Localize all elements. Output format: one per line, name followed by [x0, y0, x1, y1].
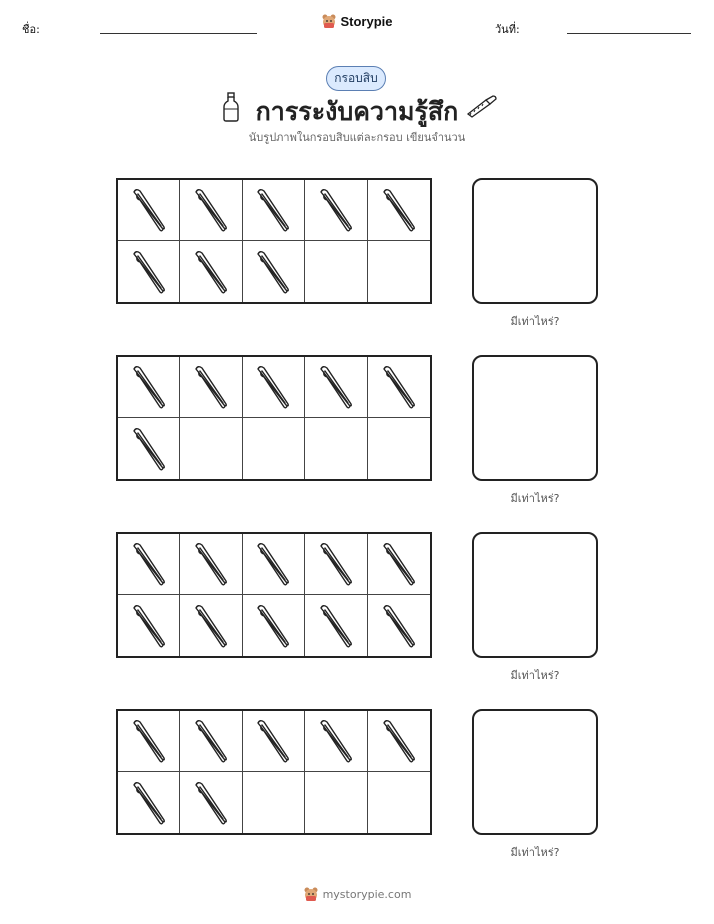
- ten-frame-cell: [243, 241, 305, 302]
- tweezers-icon: [128, 778, 170, 828]
- tweezers-icon: [190, 601, 232, 651]
- name-label: ชื่อ:: [22, 23, 40, 36]
- ten-frame-cell: [305, 595, 367, 656]
- ten-frame-cell: [243, 595, 305, 656]
- tweezers-icon: [190, 185, 232, 235]
- tweezers-icon: [128, 601, 170, 651]
- date-label: วันที่:: [495, 23, 520, 36]
- tweezers-icon: [190, 362, 232, 412]
- ten-frame-cell: [243, 711, 305, 772]
- ten-frame-cell: [118, 772, 180, 833]
- tweezers-icon: [315, 362, 357, 412]
- tweezers-icon: [378, 539, 420, 589]
- tweezers-icon: [315, 716, 357, 766]
- tweezers-icon: [378, 362, 420, 412]
- ten-frame-cell: [180, 534, 242, 595]
- tweezers-icon: [252, 716, 294, 766]
- date-line[interactable]: [567, 33, 691, 34]
- ten-frame-cell: [243, 534, 305, 595]
- ten-frame-cell: [305, 418, 367, 479]
- tweezers-icon: [252, 539, 294, 589]
- ten-frame-cell: [243, 772, 305, 833]
- footer-url[interactable]: mystorypie.com: [322, 887, 412, 901]
- how-many-label: มีเท่าไหร่?: [510, 492, 560, 505]
- answer-box[interactable]: [472, 709, 598, 835]
- ten-frame: [116, 709, 432, 835]
- ten-frame-cell: [118, 241, 180, 302]
- ten-frame-cell: [180, 595, 242, 656]
- tweezers-icon: [378, 185, 420, 235]
- tweezers-icon: [190, 539, 232, 589]
- tweezers-icon: [252, 185, 294, 235]
- ten-frame-cell: [305, 534, 367, 595]
- ten-frame-cell: [118, 595, 180, 656]
- ten-frame-cell: [118, 534, 180, 595]
- ten-frame-cell: [368, 241, 430, 302]
- ten-frame-cell: [180, 241, 242, 302]
- name-line[interactable]: [100, 33, 257, 34]
- tweezers-icon: [190, 247, 232, 297]
- tweezers-icon: [315, 539, 357, 589]
- how-many-label: มีเท่าไหร่?: [510, 846, 560, 859]
- page-title: การระงับความรู้สึก: [255, 97, 459, 126]
- ten-frame-cell: [180, 418, 242, 479]
- ten-frame: [116, 532, 432, 658]
- answer-box[interactable]: [472, 532, 598, 658]
- saw-icon: [466, 94, 498, 118]
- tweezers-icon: [128, 716, 170, 766]
- tweezers-icon: [190, 716, 232, 766]
- ten-frame-cell: [305, 772, 367, 833]
- ten-frame-cell: [305, 241, 367, 302]
- tweezers-icon: [128, 539, 170, 589]
- tweezers-icon: [128, 247, 170, 297]
- tweezers-icon: [378, 716, 420, 766]
- tweezers-icon: [252, 362, 294, 412]
- tweezers-icon: [128, 362, 170, 412]
- ten-frame-cell: [118, 418, 180, 479]
- ten-frame-cell: [368, 595, 430, 656]
- how-many-label: มีเท่าไหร่?: [510, 669, 560, 682]
- tweezers-icon: [190, 778, 232, 828]
- ten-frame-cell: [305, 357, 367, 418]
- ten-frame-cell: [368, 418, 430, 479]
- ten-frame-cell: [180, 180, 242, 241]
- tweezers-icon: [252, 247, 294, 297]
- ten-frame: [116, 355, 432, 481]
- how-many-label: มีเท่าไหร่?: [510, 315, 560, 328]
- ten-frame-cell: [118, 357, 180, 418]
- ten-frame-cell: [305, 711, 367, 772]
- ten-frame-cell: [180, 711, 242, 772]
- ten-frame-cell: [118, 180, 180, 241]
- bear-icon: [321, 13, 337, 29]
- brand-name: Storypie: [340, 13, 393, 29]
- ten-frame-cell: [243, 357, 305, 418]
- tweezers-icon: [315, 601, 357, 651]
- ten-frame-cell: [243, 180, 305, 241]
- ten-frame-cell: [368, 357, 430, 418]
- ten-frame-cell: [368, 772, 430, 833]
- tweezers-icon: [128, 185, 170, 235]
- tweezers-icon: [378, 601, 420, 651]
- ten-frame-cell: [180, 357, 242, 418]
- tweezers-icon: [128, 424, 170, 474]
- answer-box[interactable]: [472, 178, 598, 304]
- answer-box[interactable]: [472, 355, 598, 481]
- ten-frame-cell: [180, 772, 242, 833]
- ten-frame-cell: [368, 180, 430, 241]
- ten-frame-cell: [368, 534, 430, 595]
- instructions: นับรูปภาพในกรอบสิบแต่ละกรอบ เขียนจำนวน: [248, 131, 466, 144]
- bear-icon: [303, 886, 319, 902]
- ten-frame-cell: [243, 418, 305, 479]
- ten-frame-cell: [368, 711, 430, 772]
- ten-frame-cell: [305, 180, 367, 241]
- brand-logo: [0, 13, 714, 33]
- topic-badge: กรอบสิบ: [326, 66, 386, 91]
- ten-frame: [116, 178, 432, 304]
- tweezers-icon: [315, 185, 357, 235]
- ten-frame-cell: [118, 711, 180, 772]
- footer: [0, 886, 714, 906]
- tweezers-icon: [252, 601, 294, 651]
